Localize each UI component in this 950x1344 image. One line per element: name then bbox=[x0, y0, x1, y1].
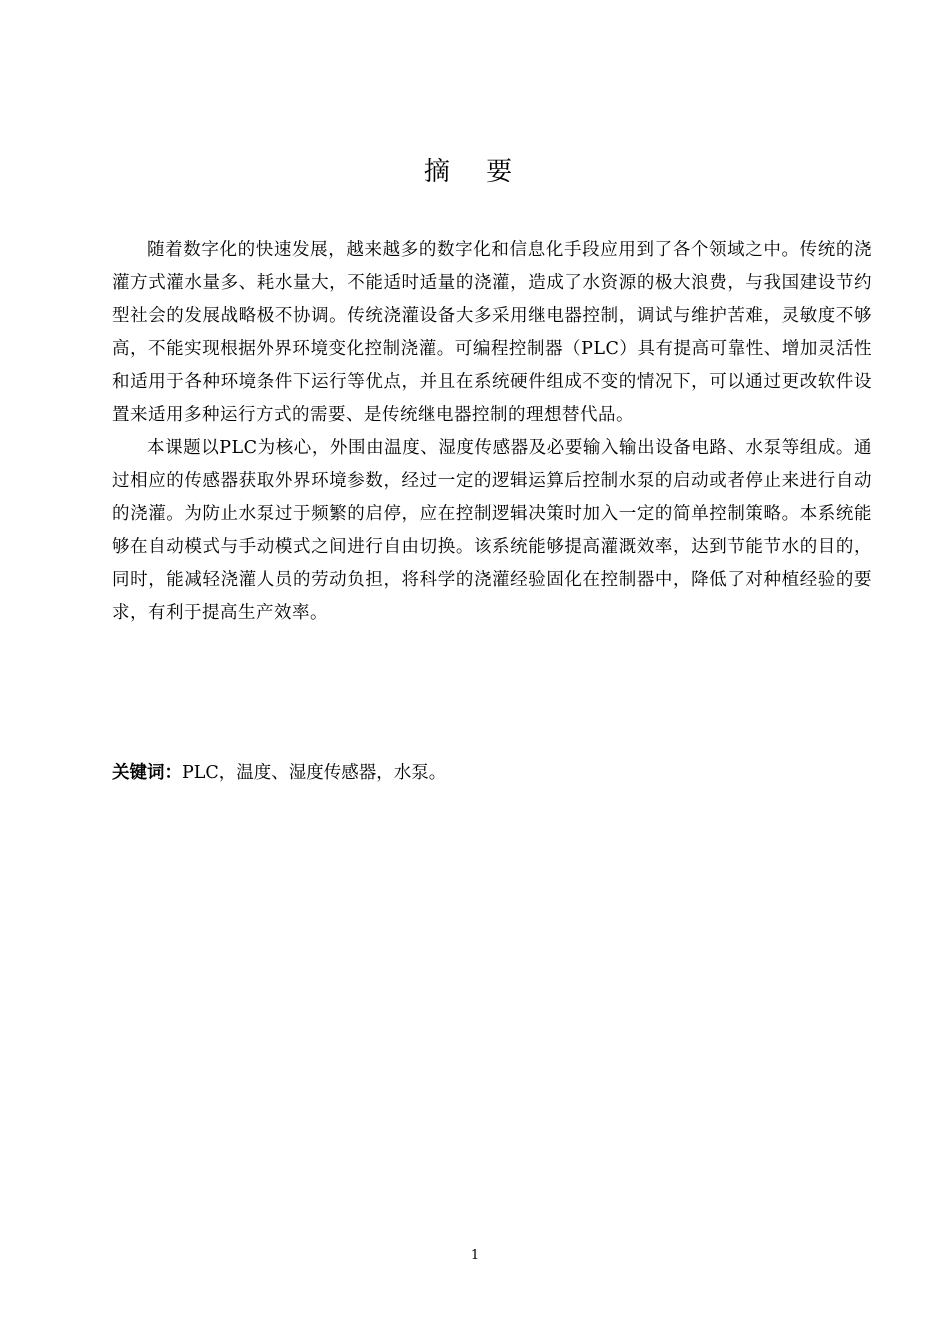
abstract-body bbox=[112, 234, 872, 630]
keywords-line bbox=[112, 757, 872, 790]
page-number: 1 bbox=[470, 1248, 480, 1263]
abstract-paragraph-1: 随着数字化的快速发展，越来越多的数字化和信息化手段应用到了各个领域之中。传统的浇灌方式灌水量多、耗水量大，不能适时适量的浇灌，造成了水资源的极大浪费，与我国建设节约型社会的发展战略极不协调。传统浇灌设备大多采用继电器控制，调试与维护苦难，灵敏度不够高，不能实现根据外界环境变化控制浇灌。可编程控制器（PLC）具有提高可靠性、增加灵活性和适用于各种环境条件下运行等优点，并且在系统硬件组成不变的情况下，可以通过更改软件设置来适用多种运行方式的需要、是传统继电器控制的理想替代品。 bbox=[112, 240, 872, 425]
keywords-label: 关键词： bbox=[112, 763, 182, 783]
keywords-value: PLC，温度、湿度传感器，水泵。 bbox=[182, 763, 447, 783]
abstract-paragraph-2: 本课题以PLC为核心，外围由温度、湿度传感器及必要输入输出设备电路、水泵等组成。通过相应的传感器获取外界环境参数，经过一定的逻辑运算后控制水泵的启动或者停止来进行自动的浇灌。为防止水泵过于频繁的启停，应在控制逻辑决策时加入一定的简单控制策略。本系统能够在自动模式与手动模式之间进行自由切换。该系统能够提高灌溉效率，达到节能节水的目的，同时，能减轻浇灌人员的劳动负担，将科学的浇灌经验固化在控制器中，降低了对种植经验的要求，有利于提高生产效率。 bbox=[112, 438, 872, 623]
abstract-title: 摘 要 bbox=[423, 157, 527, 187]
